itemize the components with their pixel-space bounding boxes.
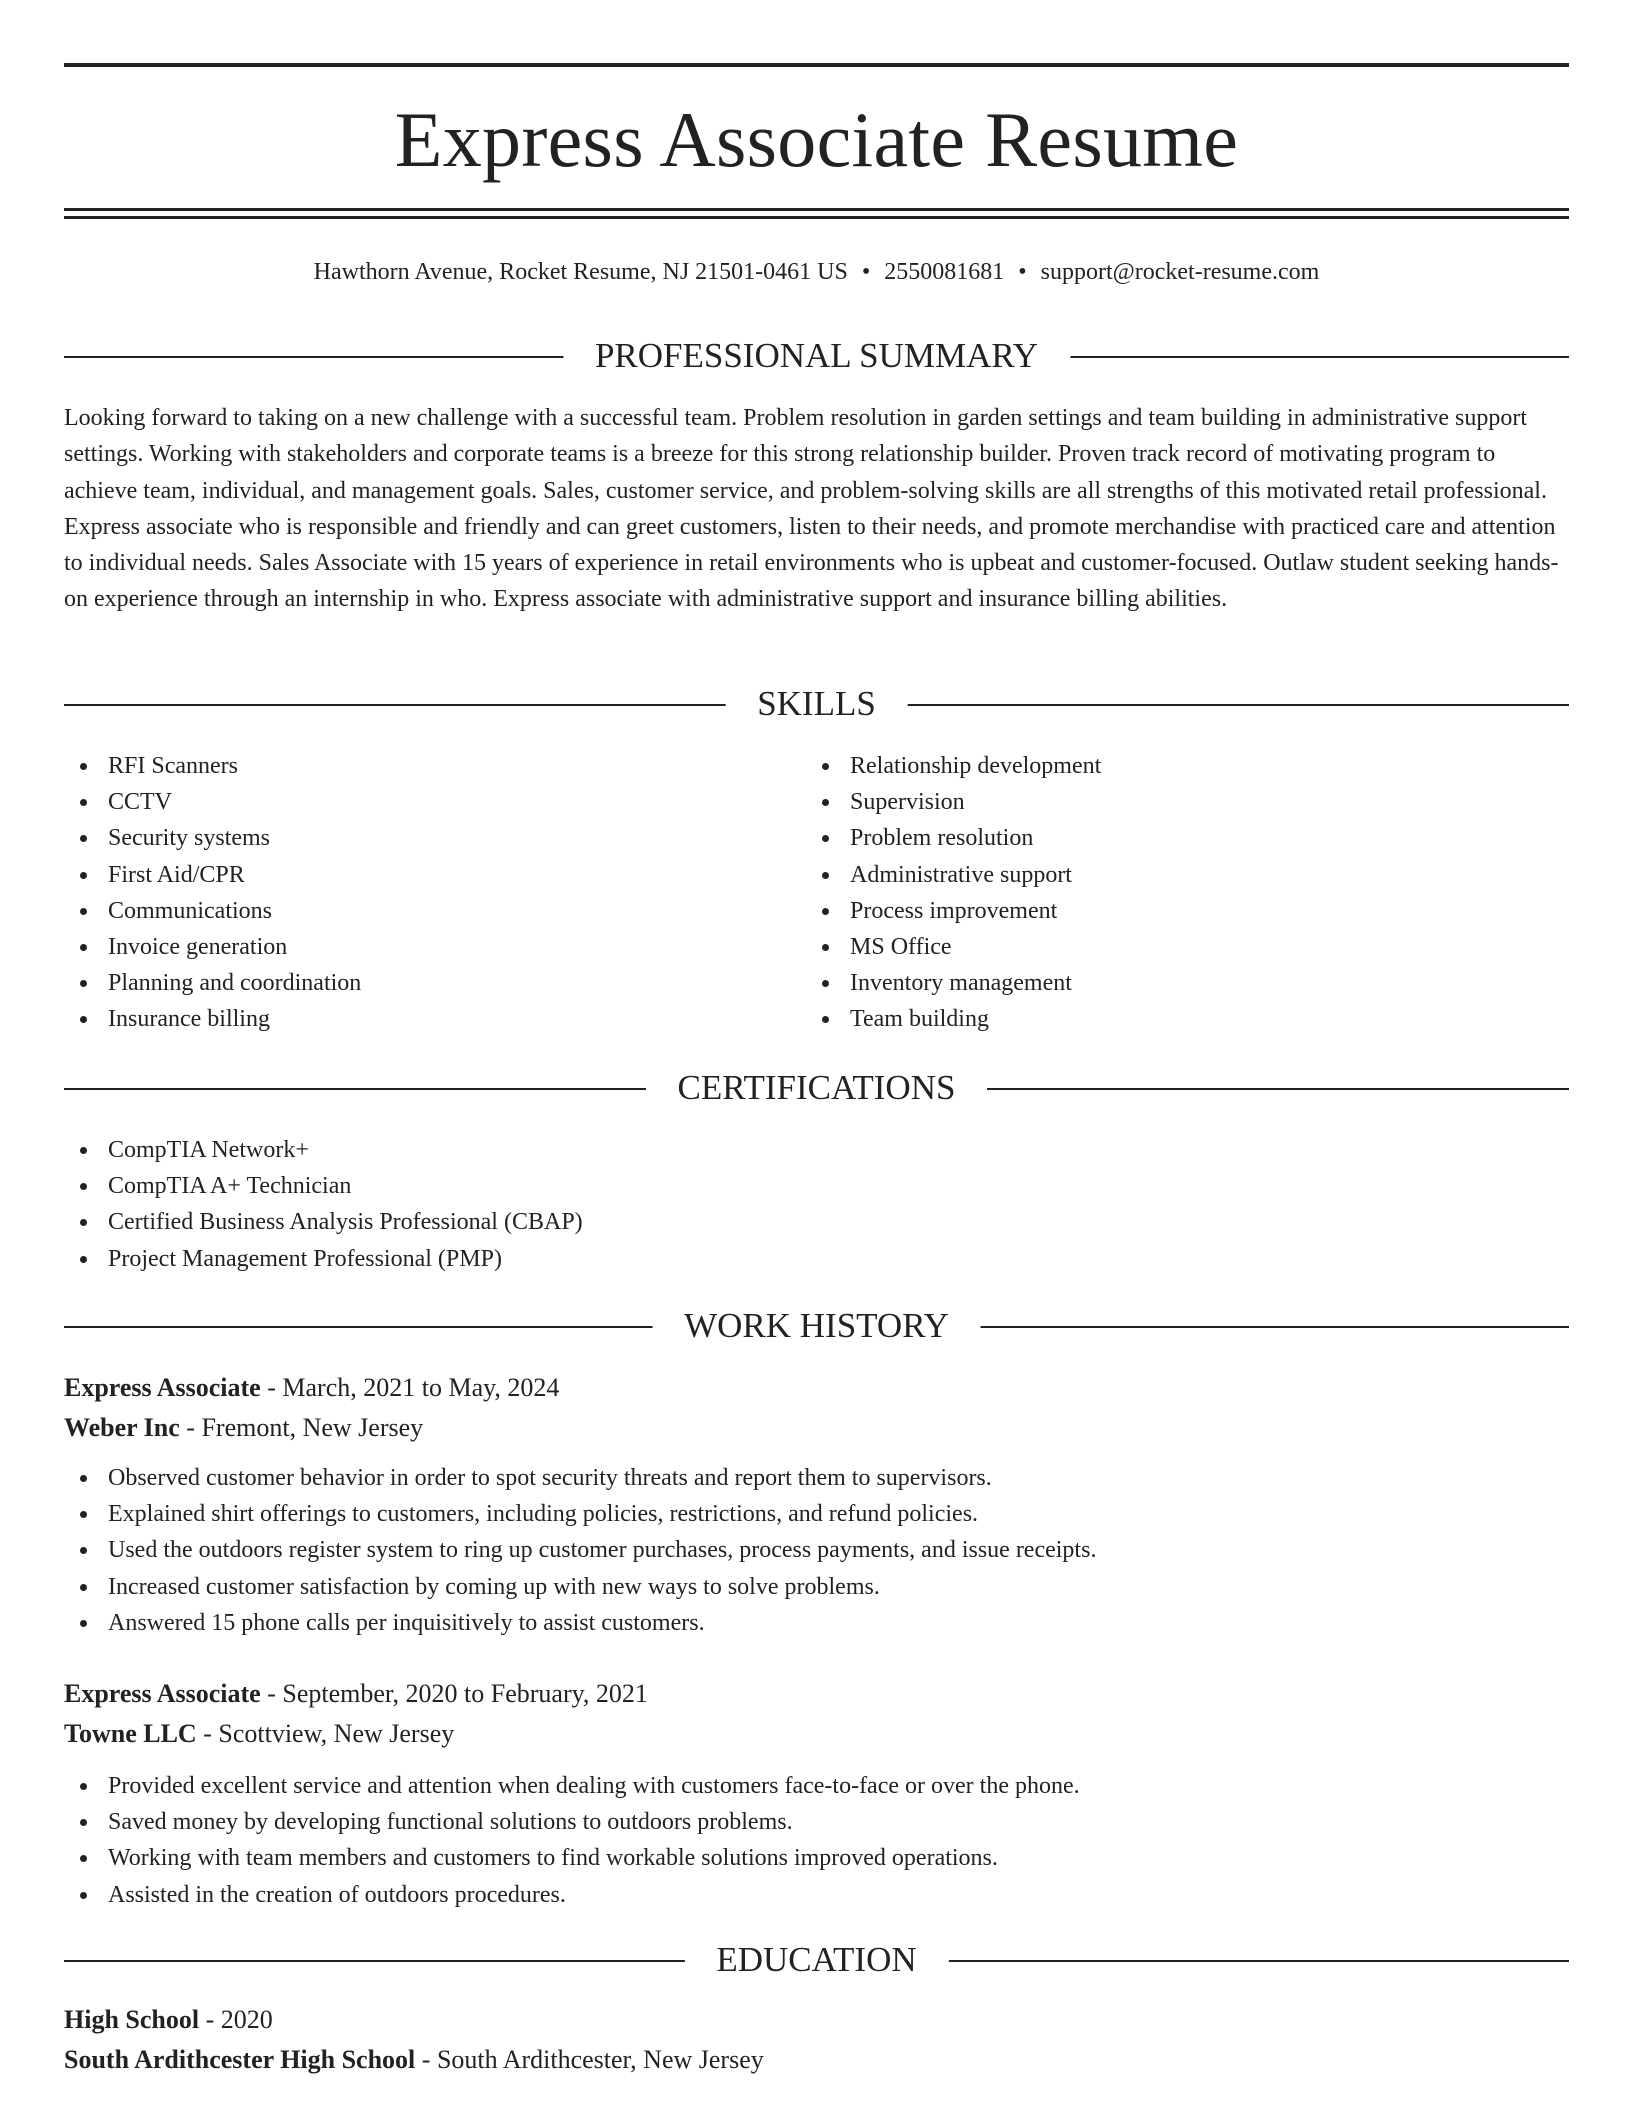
certification-item: Certified Business Analysis Professional (CBAP) [64,1204,1569,1240]
section-heading-certifications [64,1064,1569,1112]
skill-item: Planning and coordination [64,965,764,1001]
job-bullet: Increased customer satisfaction by coming up with new ways to solve problems. [64,1569,1569,1605]
heading-label: WORK HISTORY [652,1302,981,1350]
education-degree-line: High School - 2020 [64,2005,273,2034]
contact-separator: • [861,259,871,285]
job-title-line: Express Associate - September, 2020 to February, 2021 [64,1679,648,1708]
certification-item: Project Management Professional (PMP) [64,1241,1569,1277]
job-company-line: Towne LLC - Scottview, New Jersey [64,1719,455,1748]
education-entry [64,2000,1569,2080]
job-bullets [64,1460,1569,1641]
job-bullet: Saved money by developing functional solutions to outdoors problems. [64,1804,1569,1840]
certifications-list [64,1132,1569,1277]
summary-text: Looking forward to taking on a new challenge with a successful team. Problem resolution in garden settings and team building in administrative support settings. Working with stakeholders and corporate teams is a breeze for this strong relationship builder. Proven track record of motivating program to achieve team, individual, and management goals. Sales, customer service, and problem-solving skills are all strengths of this motivated retail professional. Express associate who is responsible and friendly and can greet customers, listen to their needs, and promote merchandise with practiced care and attention to individual needs. Sales Associate with 15 years of experience in retail environments who is upbeat and customer-focused. Outlaw student seeking hands-on experience through an internship in who. Express associate with administrative support and insurance billing abilities. [64,405,1559,613]
header-bottom-rule-2 [64,216,1569,219]
job-title: Express Associate [64,1373,261,1402]
contact-address: Hawthorn Avenue, Rocket Resume, NJ 21501-0461 US [313,259,848,285]
heading-label: PROFESSIONAL SUMMARY [563,332,1070,380]
skill-item: Relationship development [806,748,1506,784]
skill-item: Team building [806,1001,1506,1037]
certification-item: CompTIA Network+ [64,1132,1569,1168]
skill-item: Security systems [64,820,764,856]
job-bullet: Explained shirt offerings to customers, including policies, restrictions, and refund policies. [64,1496,1569,1532]
skill-item: Administrative support [806,857,1506,893]
section-heading-work-history [64,1302,1569,1350]
education-school: South Ardithcester High School [64,2045,416,2074]
skill-item: RFI Scanners [64,748,764,784]
contact-phone: 2550081681 [884,259,1005,285]
skill-item: MS Office [806,929,1506,965]
heading-label: EDUCATION [684,1936,948,1984]
skills-left-column [64,748,764,1038]
contact-line [64,254,1569,290]
contact-separator: • [1018,259,1027,285]
page-title: Express Associate Resume [394,96,1239,183]
skill-item: First Aid/CPR [64,857,764,893]
job-bullet: Observed customer behavior in order to spot security threats and report them to supervisors. [64,1460,1569,1496]
certification-item: CompTIA A+ Technician [64,1168,1569,1204]
header-top-rule [64,63,1569,67]
job-entry [64,1674,1569,1913]
skills-right-column [806,748,1506,1038]
section-heading-education [64,1936,1569,1984]
skill-item: Communications [64,893,764,929]
job-location: Fremont, New Jersey [201,1413,424,1442]
job-bullet: Assisted in the creation of outdoors procedures. [64,1877,1569,1913]
skill-item: CCTV [64,784,764,820]
education-year: 2020 [220,2005,273,2034]
job-bullet: Provided excellent service and attention when dealing with customers face-to-face or over the phone. [64,1768,1569,1804]
job-entry [64,1368,1569,1641]
job-company-line: Weber Inc - Fremont, New Jersey [64,1413,424,1442]
skill-item: Insurance billing [64,1001,764,1037]
education-location: South Ardithcester, New Jersey [436,2045,764,2074]
heading-label: CERTIFICATIONS [646,1064,988,1112]
section-heading-skills [64,680,1569,728]
section-heading-summary [64,332,1569,380]
job-title: Express Associate [64,1679,261,1708]
contact-email: support@rocket-resume.com [1040,259,1320,285]
job-bullet: Used the outdoors register system to ring up customer purchases, process payments, and issue receipts. [64,1532,1569,1568]
skill-item: Inventory management [806,965,1506,1001]
job-bullets [64,1768,1569,1913]
job-title-line: Express Associate - March, 2021 to May, 2024 [64,1373,560,1402]
job-bullet: Answered 15 phone calls per inquisitively to assist customers. [64,1605,1569,1641]
job-dates: March, 2021 to May, 2024 [282,1373,560,1402]
heading-label: SKILLS [725,680,908,728]
header-bottom-rule-1 [64,208,1569,211]
skill-item: Process improvement [806,893,1506,929]
job-company: Weber Inc [64,1413,180,1442]
job-bullet: Working with team members and customers to find workable solutions improved operations. [64,1840,1569,1876]
job-location: Scottview, New Jersey [218,1719,455,1748]
job-company: Towne LLC [64,1719,197,1748]
job-dates: September, 2020 to February, 2021 [282,1679,648,1708]
education-degree: High School [64,2005,200,2034]
education-school-line: South Ardithcester High School - South Ardithcester, New Jersey [64,2045,764,2074]
skill-item: Invoice generation [64,929,764,965]
skill-item: Supervision [806,784,1506,820]
skill-item: Problem resolution [806,820,1506,856]
